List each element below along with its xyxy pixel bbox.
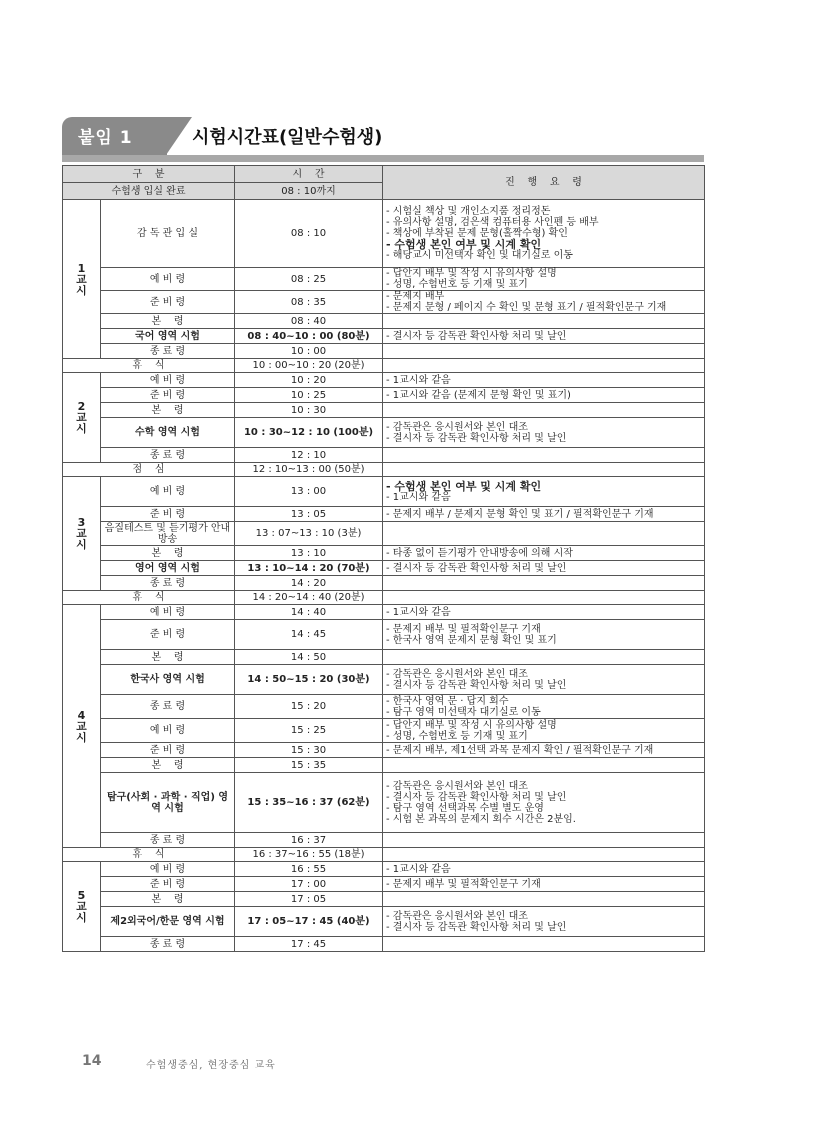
table-row	[63, 418, 705, 448]
table-header-row	[63, 166, 705, 183]
period-label-char: 1	[77, 261, 86, 275]
note-line: - 감독관은 응시원서와 본인 대조	[386, 668, 528, 680]
step-notes	[383, 877, 705, 892]
step-time: 14 : 50~15 : 20 (30분)	[235, 665, 383, 695]
step-name: 예 비 령	[101, 373, 235, 388]
table-row	[63, 344, 705, 359]
note-line: - 1교시와 같음	[386, 606, 451, 618]
note-line: - 감독관은 응시원서와 본인 대조	[386, 421, 528, 433]
note-line: - 결시자 등 감독관 확인사항 처리 및 날인	[386, 432, 567, 444]
step-name: 종 료 령	[101, 344, 235, 359]
step-notes	[383, 522, 705, 546]
step-notes	[383, 561, 705, 576]
period-label-char: 5	[77, 889, 86, 902]
header-procedure: 진 행 요 령	[383, 166, 705, 200]
note-line: - 결시자 등 감독관 확인사항 처리 및 날인	[386, 791, 567, 803]
period-label-char: 교	[76, 527, 87, 540]
note-line: - 타종 없이 듣기평가 안내방송에 의해 시작	[386, 547, 573, 559]
table-row	[63, 877, 705, 892]
period-label-char: 시	[76, 283, 87, 297]
arrival-time: 08 : 10까지	[235, 183, 383, 200]
step-time: 14 : 20	[235, 576, 383, 591]
note-line: - 해당교시 미선택자 확인 및 대기실로 이동	[386, 250, 573, 261]
header-time: 시 간	[235, 166, 383, 183]
step-name: 본 령	[101, 403, 235, 418]
step-time: 12 : 10	[235, 448, 383, 463]
table-row	[63, 719, 705, 743]
step-time: 17 : 05~17 : 45 (40분)	[235, 907, 383, 937]
step-name: 예 비 령	[101, 268, 235, 291]
step-notes	[383, 695, 705, 719]
period-label-char: 교	[76, 272, 87, 286]
note-line: - 수험생 본인 여부 및 시계 확인	[386, 479, 542, 493]
step-name: 종 료 령	[101, 695, 235, 719]
table-row	[63, 561, 705, 576]
step-notes	[383, 546, 705, 561]
step-name: 종 료 령	[101, 937, 235, 952]
note-line: - 문제지 배부 및 필적확인문구 기재	[386, 878, 541, 890]
step-name: 영어 영역 시험	[101, 561, 235, 576]
step-notes	[383, 388, 705, 403]
period-label-p1	[63, 200, 101, 359]
step-time: 17 : 05	[235, 892, 383, 907]
step-notes	[383, 403, 705, 418]
step-notes	[383, 314, 705, 329]
step-notes	[383, 758, 705, 773]
step-time: 08 : 25	[235, 268, 383, 291]
break-row	[63, 359, 705, 373]
step-name: 본 령	[101, 650, 235, 665]
break-time: 14 : 20~14 : 40 (20분)	[235, 591, 383, 605]
note-line: - 성명, 수험번호 등 기재 및 표기	[386, 730, 528, 742]
step-notes	[383, 200, 705, 268]
step-notes	[383, 268, 705, 291]
step-name: 국어 영역 시험	[101, 329, 235, 344]
note-line: - 감독관은 응시원서와 본인 대조	[386, 780, 528, 792]
table-row	[63, 373, 705, 388]
table-row	[63, 833, 705, 848]
table-row	[63, 291, 705, 314]
arrival-label: 수험생 입실 완료	[63, 183, 235, 200]
step-time: 10 : 30	[235, 403, 383, 418]
break-label: 휴 식	[63, 359, 235, 373]
step-name: 감 독 관 입 실	[101, 200, 235, 268]
step-notes	[383, 833, 705, 848]
step-notes	[383, 719, 705, 743]
step-time: 15 : 30	[235, 743, 383, 758]
step-time: 16 : 37	[235, 833, 383, 848]
note-line: - 유의사항 설명, 검은색 컴퓨터용 사인펜 등 배부	[386, 217, 599, 228]
step-time: 10 : 00	[235, 344, 383, 359]
step-time: 13 : 07~13 : 10 (3분)	[235, 522, 383, 546]
note-line: - 문제지 배부 / 문제지 문형 확인 및 표기 / 필적확인문구 기재	[386, 508, 654, 520]
step-time: 10 : 20	[235, 373, 383, 388]
break-row	[63, 848, 705, 862]
step-time: 13 : 10~14 : 20 (70분)	[235, 561, 383, 576]
page-title: 시험시간표(일반수험생)	[192, 127, 383, 148]
break-note	[383, 591, 705, 605]
note-line: - 1교시와 같음	[386, 863, 451, 875]
attachment-tab	[62, 117, 167, 155]
period-label-char: 시	[76, 538, 87, 551]
step-name: 본 령	[101, 314, 235, 329]
note-line: - 시험실 책상 및 개인소지품 정리정돈	[386, 206, 551, 217]
step-notes	[383, 605, 705, 620]
note-line: - 문제지 배부 및 필적확인문구 기재	[386, 623, 541, 635]
note-line: - 감독관은 응시원서와 본인 대조	[386, 910, 528, 922]
table-row	[63, 665, 705, 695]
step-name: 준 비 령	[101, 620, 235, 650]
note-line: - 문제지 배부, 제1선택 과목 문제지 확인 / 필적확인문구 기재	[386, 744, 654, 756]
footer-slogan: 수험생중심, 현장중심 교육	[146, 1060, 276, 1071]
note-line: - 탐구 영역 미선택자 대기실로 이동	[386, 706, 541, 718]
period-label-p3	[63, 477, 101, 591]
step-time: 16 : 55	[235, 862, 383, 877]
step-notes	[383, 650, 705, 665]
period-label-char: 2	[77, 400, 86, 413]
table-row	[63, 329, 705, 344]
section-header	[62, 117, 704, 165]
step-notes	[383, 448, 705, 463]
step-time: 14 : 45	[235, 620, 383, 650]
step-name: 한국사 영역 시험	[101, 665, 235, 695]
step-name: 준 비 령	[101, 507, 235, 522]
table-row	[63, 403, 705, 418]
step-notes	[383, 291, 705, 314]
step-notes	[383, 507, 705, 522]
step-time: 13 : 05	[235, 507, 383, 522]
break-note	[383, 359, 705, 373]
table-row	[63, 268, 705, 291]
table-row	[63, 605, 705, 620]
note-line: - 결시자 등 감독관 확인사항 처리 및 날인	[386, 921, 567, 933]
period-label-p4	[63, 605, 101, 848]
table-row	[63, 892, 705, 907]
note-line: - 한국사 영역 문제지 문형 확인 및 표기	[386, 634, 557, 646]
period-label-char: 교	[76, 719, 87, 733]
step-notes	[383, 344, 705, 359]
note-line: - 성명, 수험번호 등 기재 및 표기	[386, 279, 528, 290]
table-row	[63, 758, 705, 773]
step-name: 음질테스트 및 듣기평가 안내 방송	[101, 522, 235, 546]
step-name: 종 료 령	[101, 448, 235, 463]
table-row	[63, 522, 705, 546]
note-line: - 1교시와 같음	[386, 491, 451, 503]
step-time: 15 : 20	[235, 695, 383, 719]
step-time: 14 : 50	[235, 650, 383, 665]
step-time: 17 : 00	[235, 877, 383, 892]
step-time: 17 : 45	[235, 937, 383, 952]
note-line: - 시험 본 과목의 문제지 회수 시간은 2분임.	[386, 813, 576, 825]
note-line: - 한국사 영역 문 · 답지 회수	[386, 695, 509, 707]
step-notes	[383, 477, 705, 507]
period-label-char: 3	[77, 516, 86, 529]
step-notes	[383, 937, 705, 952]
step-name: 준 비 령	[101, 743, 235, 758]
note-line: - 문제지 문형 / 페이지 수 확인 및 문형 표기 / 필적확인문구 기재	[386, 302, 667, 313]
break-label: 휴 식	[63, 848, 235, 862]
step-notes	[383, 576, 705, 591]
table-row	[63, 862, 705, 877]
table-row	[63, 576, 705, 591]
step-time: 15 : 35	[235, 758, 383, 773]
table-row	[63, 448, 705, 463]
table-row	[63, 314, 705, 329]
step-name: 탐구(사회 · 과학 · 직업) 영역 시험	[101, 773, 235, 833]
step-name: 본 령	[101, 758, 235, 773]
step-name: 예 비 령	[101, 605, 235, 620]
note-line: - 1교시와 같음	[386, 374, 451, 386]
step-notes	[383, 743, 705, 758]
step-notes	[383, 892, 705, 907]
step-name: 예 비 령	[101, 719, 235, 743]
period-label-char: 시	[76, 911, 87, 924]
step-name: 준 비 령	[101, 291, 235, 314]
note-line: - 답안지 배부 및 작성 시 유의사항 설명	[386, 719, 557, 731]
step-notes	[383, 862, 705, 877]
step-time: 13 : 00	[235, 477, 383, 507]
page-number: 14	[82, 1053, 102, 1069]
table-row	[63, 650, 705, 665]
note-line: - 결시자 등 감독관 확인사항 처리 및 날인	[386, 330, 567, 342]
step-name: 준 비 령	[101, 388, 235, 403]
step-notes	[383, 773, 705, 833]
step-time: 14 : 40	[235, 605, 383, 620]
note-line: - 답안지 배부 및 작성 시 유의사항 설명	[386, 268, 557, 279]
step-time: 08 : 10	[235, 200, 383, 268]
step-name: 본 령	[101, 892, 235, 907]
table-row	[63, 507, 705, 522]
step-time: 08 : 35	[235, 291, 383, 314]
exam-schedule-table	[62, 165, 705, 952]
note-line: - 탐구 영역 선택과목 수별 별도 운영	[386, 802, 544, 814]
step-name: 종 료 령	[101, 576, 235, 591]
note-line: - 1교시와 같음 (문제지 문형 확인 및 표기)	[386, 389, 571, 401]
break-note	[383, 848, 705, 862]
table-row	[63, 937, 705, 952]
step-name: 종 료 령	[101, 833, 235, 848]
step-notes	[383, 329, 705, 344]
table-row	[63, 695, 705, 719]
table-row	[63, 477, 705, 507]
period-label-char: 시	[76, 422, 87, 435]
period-label-char: 시	[76, 730, 87, 744]
period-label-char: 교	[76, 900, 87, 913]
header-rule	[62, 155, 704, 162]
step-time: 13 : 10	[235, 546, 383, 561]
break-label: 점 심	[63, 463, 235, 477]
break-time: 10 : 00~10 : 20 (20분)	[235, 359, 383, 373]
period-label-p5	[63, 862, 101, 952]
step-name: 예 비 령	[101, 477, 235, 507]
step-time: 08 : 40	[235, 314, 383, 329]
table-row	[63, 546, 705, 561]
step-time: 15 : 25	[235, 719, 383, 743]
step-name: 제2외국어/한문 영역 시험	[101, 907, 235, 937]
break-label: 휴 식	[63, 591, 235, 605]
note-line: - 결시자 등 감독관 확인사항 처리 및 날인	[386, 562, 567, 574]
table-row	[63, 743, 705, 758]
table-row	[63, 388, 705, 403]
step-notes	[383, 373, 705, 388]
step-name: 예 비 령	[101, 862, 235, 877]
step-time: 08 : 40~10 : 00 (80분)	[235, 329, 383, 344]
step-notes	[383, 418, 705, 448]
step-time: 15 : 35~16 : 37 (62분)	[235, 773, 383, 833]
tab-tail-shape	[166, 117, 192, 155]
step-name: 준 비 령	[101, 877, 235, 892]
break-note	[383, 463, 705, 477]
step-notes	[383, 907, 705, 937]
note-line: - 수험생 본인 여부 및 시계 확인	[386, 238, 542, 251]
note-line: - 문제지 배부	[386, 291, 445, 302]
header-division: 구 분	[63, 166, 235, 183]
period-label-char: 교	[76, 411, 87, 424]
note-line: - 책상에 부착된 문제 문형(홀짝수형) 확인	[386, 228, 568, 239]
step-time: 10 : 25	[235, 388, 383, 403]
attachment-label: 붙임 1	[78, 128, 133, 148]
table-row	[63, 773, 705, 833]
break-time: 16 : 37~16 : 55 (18분)	[235, 848, 383, 862]
step-notes	[383, 620, 705, 650]
period-label-p2	[63, 373, 101, 463]
step-notes	[383, 665, 705, 695]
break-row	[63, 591, 705, 605]
step-name: 수학 영역 시험	[101, 418, 235, 448]
break-time: 12 : 10~13 : 00 (50분)	[235, 463, 383, 477]
step-time: 10 : 30~12 : 10 (100분)	[235, 418, 383, 448]
period-label-char: 4	[77, 708, 86, 722]
table-row	[63, 907, 705, 937]
note-line: - 결시자 등 감독관 확인사항 처리 및 날인	[386, 679, 567, 691]
table-row	[63, 620, 705, 650]
step-name: 본 령	[101, 546, 235, 561]
table-row	[63, 200, 705, 268]
break-row	[63, 463, 705, 477]
